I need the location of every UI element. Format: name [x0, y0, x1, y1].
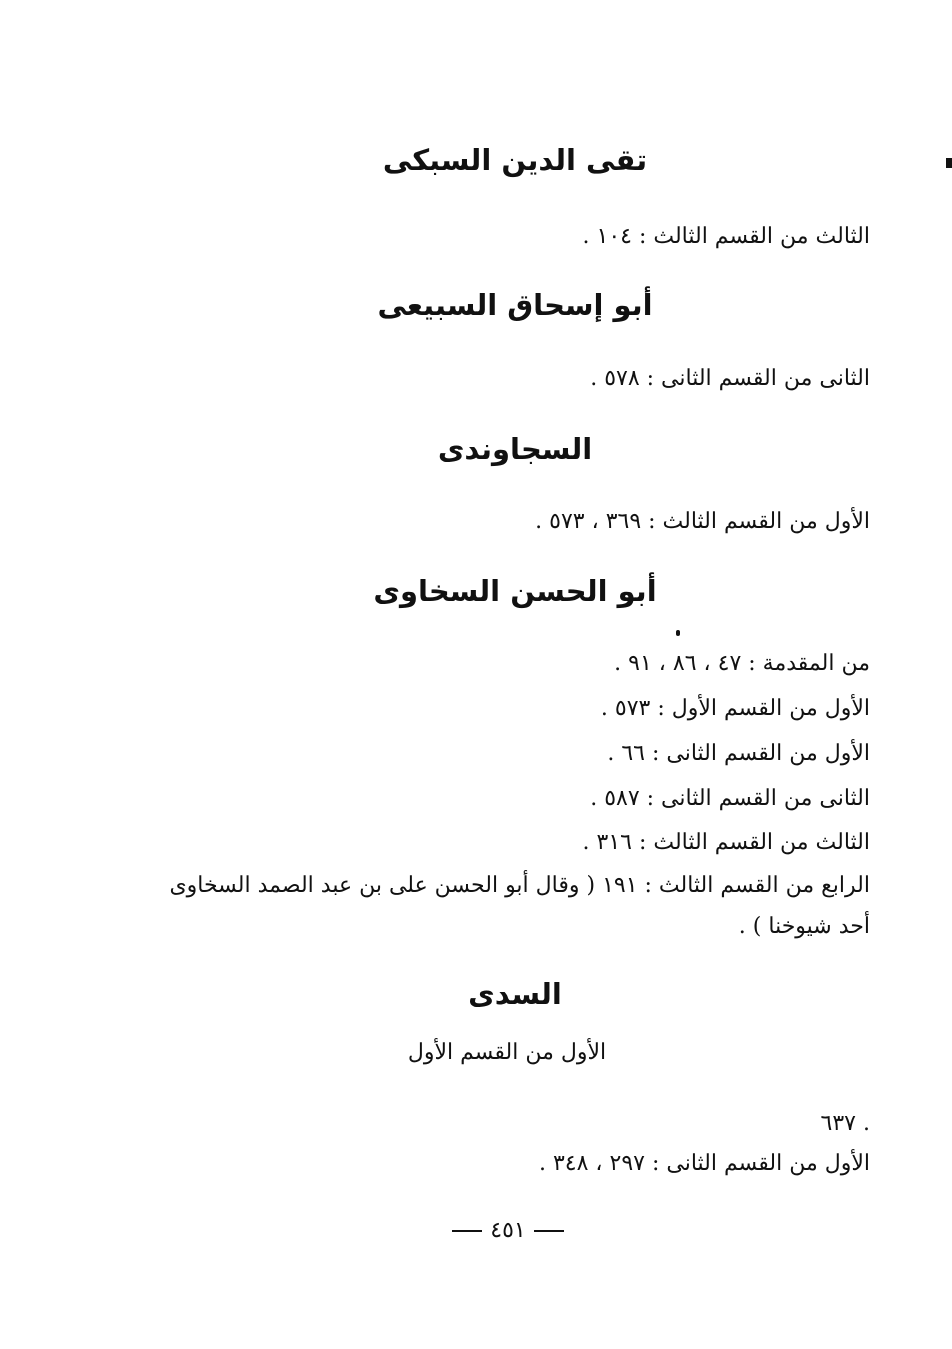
entry-heading: تقى الدين السبكى	[382, 143, 648, 177]
entry-heading: أبو إسحاق السبيعى	[377, 288, 653, 322]
page-number-footer	[0, 1218, 952, 1243]
entry-reference-line: الأول من القسم الثالث : ٣٦٩ ، ٥٧٣ .	[535, 509, 870, 534]
entry-subheading: الأول من القسم الأول	[407, 1040, 607, 1065]
ink-dot	[676, 630, 680, 636]
entry-reference-line: من المقدمة : ٤٧ ، ٨٦ ، ٩١ .	[614, 651, 870, 676]
entry-reference-line: الأول من القسم الأول : ٥٧٣ .	[600, 696, 870, 721]
entry-reference-line: ٦٣٧ .	[820, 1111, 870, 1136]
entry-reference-line: الثالث من القسم الثالث : ٣١٦ .	[582, 830, 870, 855]
entry-heading: السجاوندى	[437, 432, 593, 466]
entry-reference-line: الثانى من القسم الثانى : ٥٨٧ .	[590, 786, 870, 811]
entry-reference-line: أحد شيوخنا ) .	[738, 914, 870, 939]
page-number: ٤٥١	[490, 1218, 526, 1243]
entry-heading: السدى	[468, 977, 562, 1011]
footer-dash	[452, 1230, 482, 1232]
footer-dash	[534, 1230, 564, 1232]
entry-reference-line: الأول من القسم الثانى : ٦٦ .	[607, 741, 870, 766]
entry-heading: أبو الحسن السخاوى	[373, 574, 657, 608]
entry-reference-line: الرابع من القسم الثالث : ١٩١ ( وقال أبو الحسن على بن عبد الصمد السخاوى	[169, 873, 870, 898]
entry-reference-line: الثالث من القسم الثالث : ١٠٤ .	[582, 224, 870, 249]
entry-reference-line: الأول من القسم الثانى : ٢٩٧ ، ٣٤٨ .	[538, 1151, 870, 1176]
entry-reference-line: الثانى من القسم الثانى : ٥٧٨ .	[590, 366, 870, 391]
